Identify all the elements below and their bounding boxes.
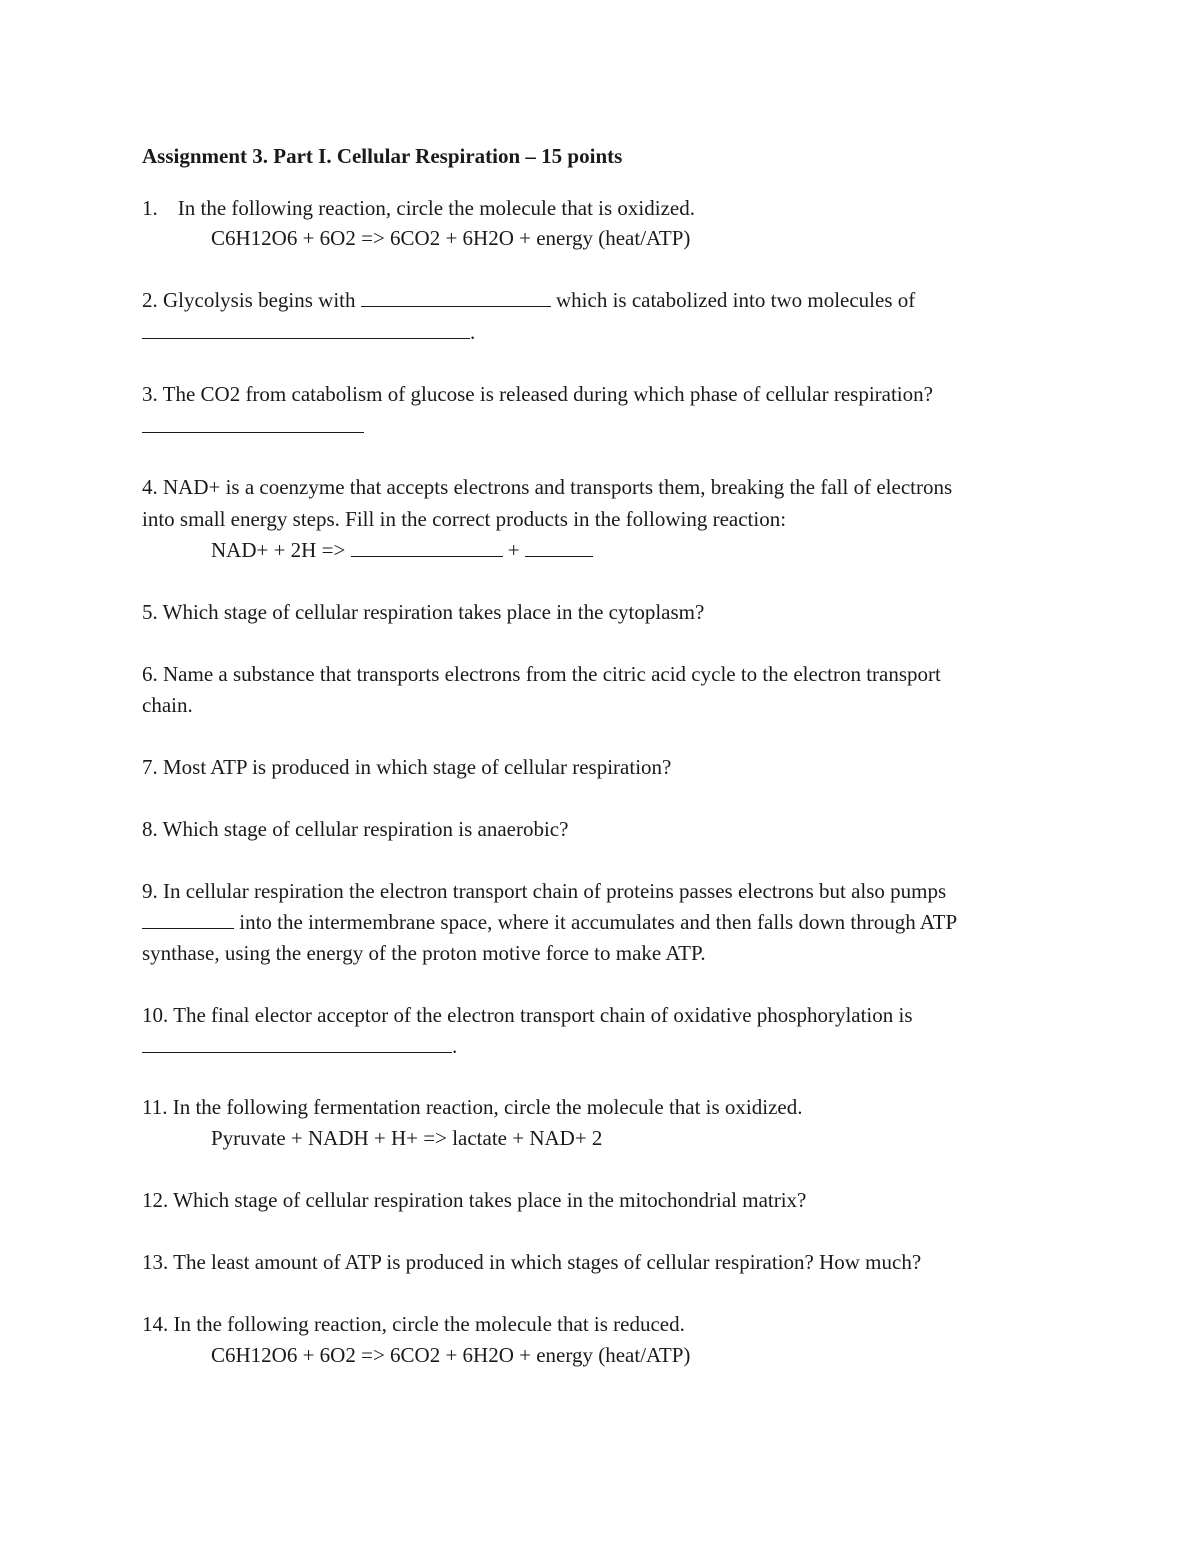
question-4-blank-2[interactable] (525, 538, 593, 557)
worksheet-title: Assignment 3. Part I. Cellular Respiration – 15 points (142, 144, 623, 168)
question-10-line-1: 10. The final elector acceptor of the electron transport chain of oxidative phosphorylation is (142, 1003, 913, 1027)
question-12: 12. Which stage of cellular respiration takes place in the mitochondrial matrix? (142, 1188, 807, 1212)
question-2-period: . (470, 320, 476, 344)
question-9-line-3: synthase, using the energy of the proton motive force to make ATP. (142, 941, 706, 965)
question-9-line-2-text: into the intermembrane space, where it accumulates and then falls down through ATP (239, 910, 958, 934)
question-11: 11. In the following fermentation reaction, circle the molecule that is oxidized. (142, 1095, 803, 1119)
question-8: 8. Which stage of cellular respiration is anaerobic? (142, 817, 569, 841)
question-10-blank[interactable] (142, 1034, 452, 1053)
question-10-line-2 (142, 1032, 457, 1060)
question-4-blank-1[interactable] (351, 538, 503, 557)
question-10-period: . (452, 1034, 458, 1058)
question-5: 5. Which stage of cellular respiration takes place in the cytoplasm? (142, 600, 705, 624)
question-7: 7. Most ATP is produced in which stage of cellular respiration? (142, 755, 672, 779)
question-11-equation: Pyruvate + NADH + H+ => lactate + NAD+ 2 (211, 1126, 603, 1150)
question-2-blank-2[interactable] (142, 320, 470, 339)
question-6-line-2: chain. (142, 693, 193, 717)
question-4-line-1: 4. NAD+ is a coenzyme that accepts electrons and transports them, breaking the fall of electrons (142, 475, 953, 499)
question-4-line-2: into small energy steps. Fill in the correct products in the following reaction: (142, 507, 787, 531)
question-6-line-1: 6. Name a substance that transports electrons from the citric acid cycle to the electron transport (142, 662, 941, 686)
question-2-line-2 (142, 318, 475, 346)
question-2-blank-1[interactable] (361, 288, 551, 307)
question-9-line-1: 9. In cellular respiration the electron transport chain of proteins passes electrons but also pumps (142, 879, 947, 903)
question-14-equation: C6H12O6 + 6O2 => 6CO2 + 6H2O + energy (heat/ATP) (211, 1343, 691, 1367)
question-13: 13. The least amount of ATP is produced in which stages of cellular respiration? How much? (142, 1250, 922, 1274)
question-2 (142, 286, 915, 314)
question-2-text-a: 2. Glycolysis begins with (142, 288, 356, 312)
question-1-text: In the following reaction, circle the molecule that is oxidized. (177, 196, 695, 220)
question-2-text-b: which is catabolized into two molecules of (556, 288, 916, 312)
question-4-plus: + (507, 538, 520, 562)
question-9-line-2 (142, 908, 957, 936)
question-1-equation: C6H12O6 + 6O2 => 6CO2 + 6H2O + energy (heat/ATP) (211, 226, 691, 250)
question-3-answer-line (142, 412, 364, 440)
question-4-equation (211, 536, 593, 564)
question-3-blank[interactable] (142, 414, 364, 433)
question-3: 3. The CO2 from catabolism of glucose is released during which phase of cellular respiration? (142, 382, 933, 406)
question-1 (142, 194, 695, 222)
question-9-blank[interactable] (142, 910, 234, 929)
question-4-equation-text: NAD+ + 2H => (211, 538, 346, 562)
question-1-number: 1. (142, 196, 158, 220)
question-14: 14. In the following reaction, circle the molecule that is reduced. (142, 1312, 685, 1336)
